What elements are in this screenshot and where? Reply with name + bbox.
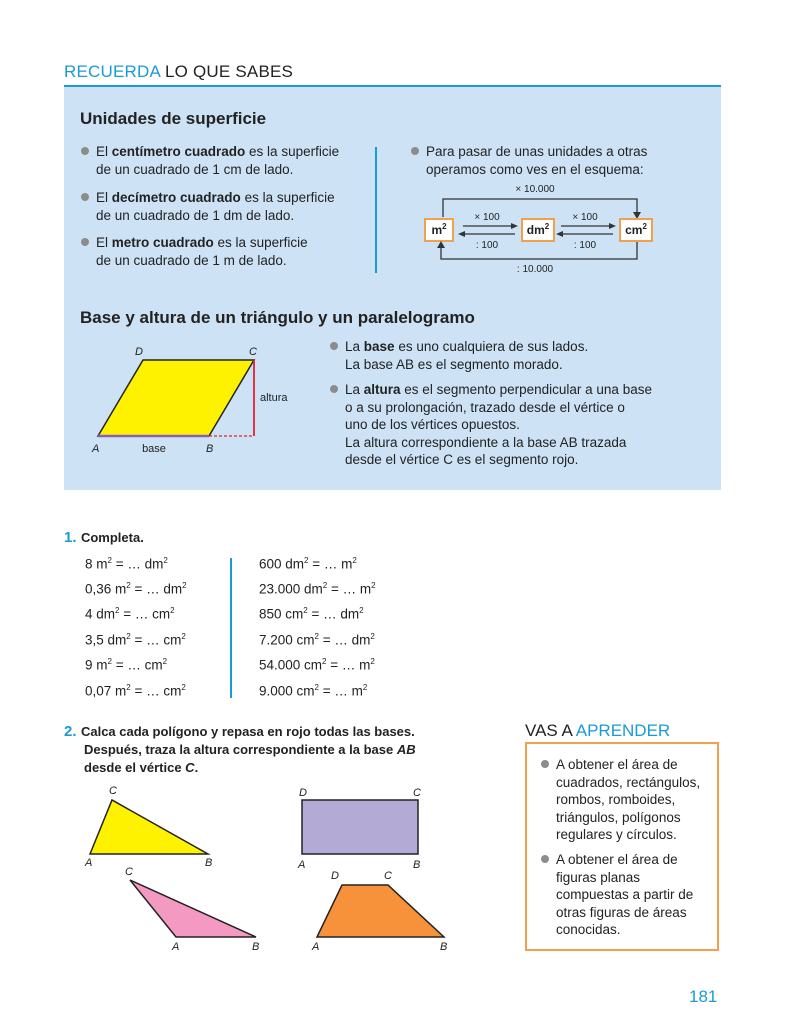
ex1-separator [230,558,232,698]
units-item-1: El centímetro cuadrado es la superficie de un cuadrado de 1 cm de lado. [96,143,339,178]
bullet-dot [541,855,549,863]
units-title: Unidades de superficie [80,109,267,128]
yellow-triangle [90,800,208,854]
orange-trapezoid [317,885,444,937]
base-bullet: La base es uno cualquiera de sus lados. La base AB es el segmento morado. [345,338,588,373]
svg-text:D: D [135,346,143,358]
vas-box [525,742,719,951]
parallelogram-shape [98,360,254,436]
ex1-item: 0,36 $m^2$ = … $dm^2$ [85,581,187,597]
svg-text:B: B [206,443,214,455]
vas-item-2: A obtener el área de figuras planas compuestas a partir de otras figuras de áreas conocidas. [556,851,693,939]
units-item-3: El metro cuadrado es la superficie de un cuadrado de 1 m de lado. [96,234,308,269]
exercise-1-text: Completa. [80,530,144,545]
svg-text:C: C [109,785,117,797]
header-highlight: RECUERDA [64,62,161,81]
svg-text:m2: $m^2$ [431,222,447,237]
svg-text:: 100: : 100 [475,240,499,251]
bullet-dot [81,193,89,201]
bullet-dot [330,385,338,393]
svg-text:C: C [413,787,421,799]
vas-header: VAS A APRENDER [525,721,671,740]
svg-text:A: A [298,859,306,871]
svg-text:altura: altura [260,392,288,404]
svg-text:A: A [172,941,180,953]
svg-text:D: D [299,787,307,799]
svg-text:B: B [440,941,448,953]
unit-conversion-scheme [419,182,659,272]
ex1-item: 3,5 $dm^2$ = … $cm^2$ [85,632,186,648]
exercise-2-heading: 2. Calca cada polígono y repasa en rojo todas las bases. Después, traza la altura correspondiente a la base AB desde el vértice C. [64,723,416,775]
exercise-1-heading [64,529,144,547]
svg-text:: 100: : 100 [573,240,597,251]
scheme-text: Para pasar de unas unidades a otras operamos como ves en el esquema: [426,143,647,178]
svg-text:B: B [205,857,213,869]
mul10000-label: × 10.000 [515,184,555,195]
recall-box [64,87,721,490]
svg-text:C: C [384,870,392,882]
bullet-dot [411,147,419,155]
svg-text:cm2: $cm^2$ [625,222,647,237]
ex1-item: 0,07 $m^2$ = … $cm^2$ [85,683,186,699]
bullet-dot [81,147,89,155]
svg-text:dm2: $dm^2$ [526,222,550,237]
ex1-item: 9.000 $cm^2$ = … $m^2$ [259,683,368,699]
bullet-dot [330,342,338,350]
purple-rectangle [302,800,418,854]
units-item-2: El decímetro cuadrado es la superficie de un cuadrado de 1 dm de lado. [96,189,335,224]
altura-bullet: La altura es el segmento perpendicular a una base o a su prolongación, trazado desde el vértice o uno de los vértices opuestos. La altura correspondiente a la base AB trazada desde el vértice C es el segmento rojo. [345,381,652,469]
page-number: 181 [689,987,718,1006]
polygons-figure [80,784,460,954]
svg-text:base: base [142,443,166,455]
units-separator [375,147,377,273]
svg-text:× 100: × 100 [572,212,598,223]
ex1-item: 4 $dm^2$ = … $cm^2$ [85,606,175,622]
base-title: Base y altura de un triángulo y un paralelogramo [80,308,475,327]
svg-text:B: B [413,859,421,871]
ex1-item: 600 $dm^2$ = … $m^2$ [259,556,357,572]
svg-text:A: A [85,857,93,869]
bullet-dot [81,238,89,246]
ex1-item: 8 $m^2$ = … $dm^2$ [85,556,168,572]
exercise-1-number: 1. [64,529,77,546]
ex1-item: 23.000 $dm^2$ = … $m^2$ [259,581,376,597]
svg-text:C: C [125,866,133,878]
header-rest: LO QUE SABES [160,62,294,81]
parallelogram-figure [74,339,304,459]
ex1-item: 7.200 $cm^2$ = … $dm^2$ [259,632,375,648]
bullet-dot [541,760,549,768]
ex1-item: 54.000 $cm^2$ = … $m^2$ [259,657,375,673]
exercise-2-number: 2. [64,723,77,740]
div10000-label: : 10.000 [516,264,554,272]
ex1-item: 850 $cm^2$ = … $dm^2$ [259,606,364,622]
ex1-item: 9 $m^2$ = … $cm^2$ [85,657,168,673]
svg-text:× 100: × 100 [474,212,500,223]
svg-text:C: C [249,346,257,358]
svg-text:D: D [331,870,339,882]
svg-text:A: A [312,941,320,953]
vas-item-1: A obtener el área de cuadrados, rectángulos, rombos, romboides, triángulos, polígonos regulares y círculos. [556,756,700,844]
section-header [64,62,293,82]
svg-text:B: B [252,941,260,953]
pink-triangle [130,880,256,937]
svg-text:A: A [92,443,100,455]
